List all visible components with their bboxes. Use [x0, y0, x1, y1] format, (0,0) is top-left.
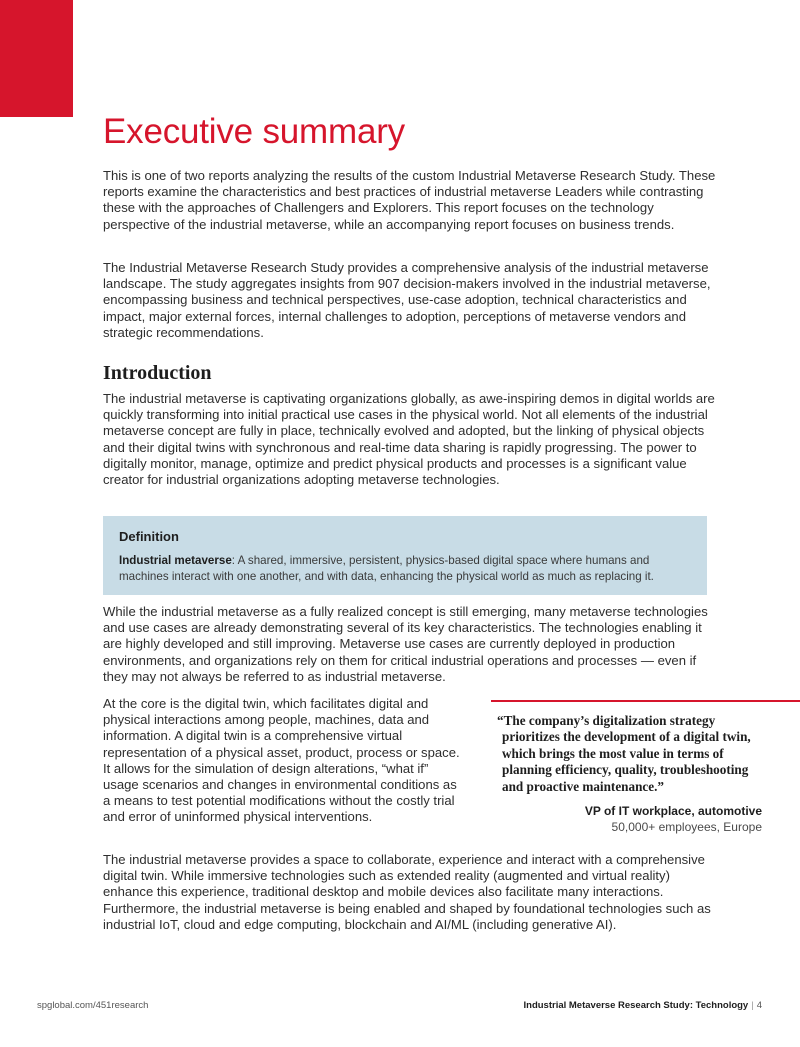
definition-box [103, 516, 707, 595]
footer-separator: | [751, 1000, 754, 1011]
digital-twin-paragraph: At the core is the digital twin, which facilitates digital and physical interactions among people, machines, data and information. A digital twin is a comprehensive virtual representation of a physical asset, product, process or space. It allows for the simulation of design alterations, “what if” usage scenarios and changes in environmental conditions as a means to test potential modifications without the costly trial and error of uninformed physical interventions. [103, 696, 460, 825]
metaverse-emerging-paragraph: While the industrial metaverse as a fully realized concept is still emerging, many metaverse technologies and use cases are already demonstrating several of its key characteristics. The technologies enabling it are highly developed and still improving. Metaverse use cases are currently deployed in production environments, and organizations rely on them for critical industrial operations and processes — even if they may not always be referred to as industrial metaverse. [103, 604, 708, 684]
introduction-paragraph: The industrial metaverse is captivating organizations globally, as awe-inspiring demos in digital worlds are quickly transforming into initial practical use cases in the physical world. Not all elements of the industrial metaverse concept are fully in place, technically evolved and adopted, but the linking of physical objects and their digital twins with synchronous and real-time data sharing is rapidly progressing. The power to digitally monitor, manage, optimize and predict physical products and processes is a significant value creator for industrial organizations adopting metaverse technologies. [103, 391, 715, 488]
quote-divider [491, 700, 800, 702]
footer-report-title: Industrial Metaverse Research Study: Technology [523, 1000, 749, 1011]
definition-heading: Definition [119, 529, 179, 544]
footer-page-number: 4 [756, 1000, 762, 1011]
introduction-heading: Introduction [103, 362, 212, 384]
brand-red-block [0, 0, 73, 117]
intro-paragraph-1: This is one of two reports analyzing the results of the custom Industrial Metaverse Research Study. These reports examine the characteristics and best practices of industrial metaverse Leaders while contrasting these with the approaches of Challengers and Explorers. This report focuses on the technology perspective of the industrial metaverse, while an accompanying report focuses on business trends. [103, 168, 716, 232]
quote-attribution-org: 50,000+ employees, Europe [611, 820, 762, 834]
intro-paragraph-2: The Industrial Metaverse Research Study provides a comprehensive analysis of the industrial metaverse landscape. The study aggregates insights from 907 decision-makers involved in the industrial metaverse, encompassing business and technical perspectives, use-case adoption, technical characteristics and impact, major external forces, internal challenges to adoption, perceptions of metaverse vendors and strategic recommendations. [103, 260, 711, 340]
footer-url[interactable]: spglobal.com/451research [37, 1000, 149, 1011]
page-title: Executive summary [103, 112, 405, 151]
closing-paragraph: The industrial metaverse provides a space to collaborate, experience and interact with a comprehensive digital twin. While immersive technologies such as extended reality (augmented and virtual reality) enhance this experience, traditional desktop and mobile devices also facilitate many interactions. Furthermore, the industrial metaverse is being enabled and shaped by foundational technologies such as industrial IoT, cloud and edge computing, blockchain and AI/ML (including generative AI). [103, 852, 711, 932]
pull-quote: “The company’s digitalization strategy prioritizes the development of a digital twin, which brings the most value in terms of planning efficiency, quality, troubleshooting and proactive maintenance.” [497, 713, 751, 794]
definition-body: : A shared, immersive, persistent, physics-based digital space where humans and machines interact with one another, and with data, enhancing the physical world as much as replacing it. [119, 554, 654, 583]
quote-attribution-name: VP of IT workplace, automotive [584, 804, 762, 818]
definition-term: Industrial metaverse [119, 554, 232, 567]
footer-report-info [524, 1000, 763, 1011]
definition-text [119, 553, 699, 585]
